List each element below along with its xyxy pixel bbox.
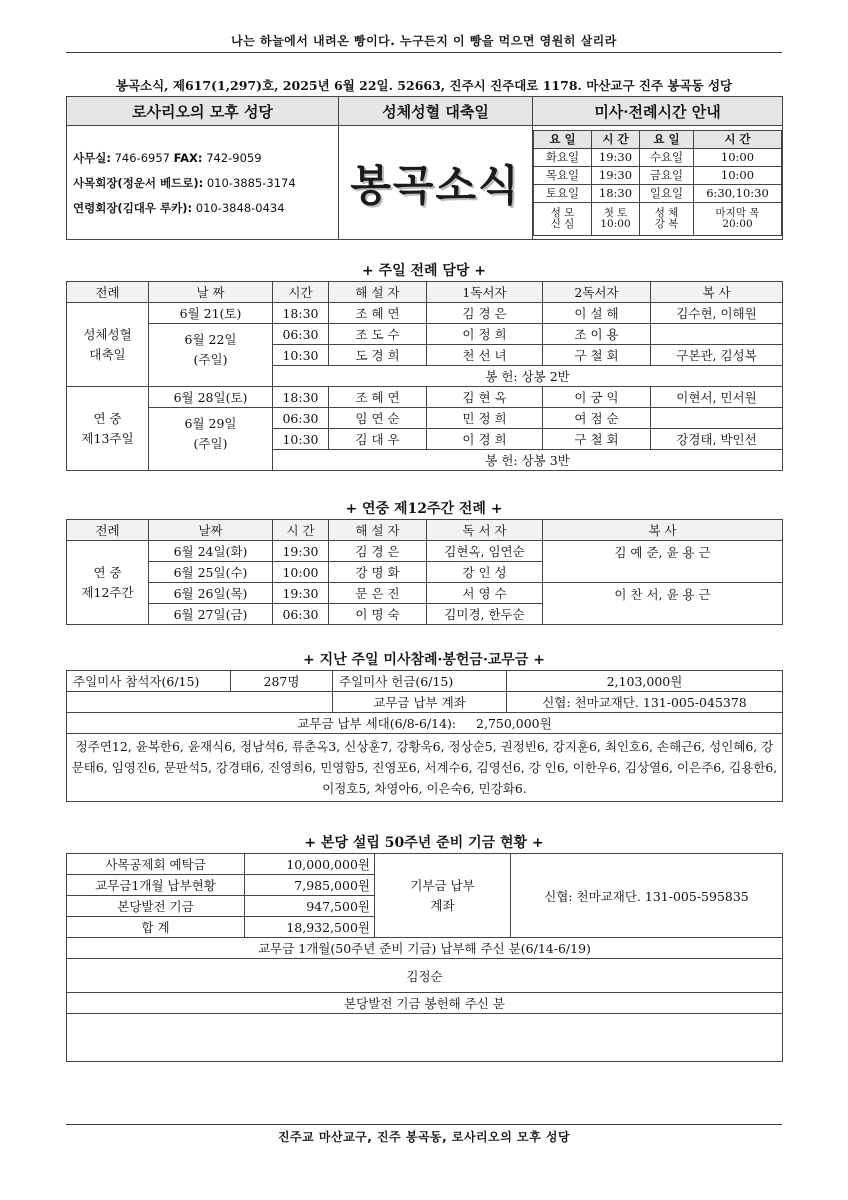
mass-times-cell — [533, 126, 783, 240]
issue-line: 봉곡소식, 제617(1,297)호, 2025년 6월 22일. 52663, 진주시 진주대로 1178. 마산교구 진주 봉곡동 성당 — [115, 78, 733, 93]
office-contacts — [67, 126, 339, 240]
table-row: 연 중 제12주간 6월 24일(화) 19:30 김 경 은 김현옥, 임연순 김 예 준, 윤 용 근 — [67, 541, 783, 562]
top-divider — [66, 52, 782, 53]
mass-schedule-title: 미사·전례시간 안내 — [533, 97, 783, 126]
header-table — [66, 96, 783, 240]
mass-col-day: 요 일 — [534, 130, 592, 148]
fund-row: 교무금1개월 납부현황 7,985,000원 — [67, 875, 783, 896]
mass-row: 토요일 18:30 일요일 6:30,10:30 — [534, 184, 782, 202]
bottom-divider — [66, 1124, 782, 1125]
table-header-row: 전례 날짜 시 간 해 설 자 독 서 자 복 사 — [67, 520, 783, 541]
masthead-title: 봉곡소식 — [350, 160, 521, 210]
sunday-liturgy-title: + 주일 전례 담당 + — [361, 263, 487, 279]
table-row: 6월 29일 (주일) 06:30 임 연 순 민 정 희 여 점 순 — [67, 408, 783, 429]
mass-row-special: 성 모 신 심 첫 토 10:00 성 체 강 복 마지막 목 20:00 — [534, 202, 782, 235]
donor-names-row — [67, 734, 783, 802]
liturgy-name: 성체성혈 대축일 — [67, 303, 149, 387]
fund-table — [66, 853, 783, 1062]
footer: 진주교 마산교구, 진주 봉곡동, 로사리오의 모후 성당 — [277, 1130, 571, 1144]
mass-col-time-2: 시 간 — [694, 130, 782, 148]
weekday-liturgy-title: + 연중 제12주간 전례 + — [345, 501, 503, 517]
offering-row: 봉 헌: 상봉 3반 — [67, 450, 783, 471]
liturgy-name: 연 중 제12주간 — [67, 541, 149, 625]
table-row: 10:30 도 경 희 천 선 녀 구 철 회 구본관, 김성복 — [67, 345, 783, 366]
dev-names-row — [67, 1014, 783, 1062]
table-row: 6월 22일 (주일) 06:30 조 도 수 이 정 희 조 이 용 — [67, 324, 783, 345]
office-phone-line: 사무실: 746-6957 FAX: 742-9059 — [73, 150, 262, 165]
liturgy-name: 연 중 제13주일 — [67, 387, 149, 471]
mass-row: 화요일 19:30 수요일 10:00 — [534, 148, 782, 166]
fund-row: 사목공제회 예탁금 10,000,000원 기부금 납부 계좌 신협: 천마교재단. 131-005-595835 — [67, 854, 783, 875]
fund-row: 본당발전 기금 947,500원 — [67, 896, 783, 917]
attendance-row: 주일미사 참석자(6/15) 287명 주일미사 헌금(6/15) 2,103,000원 — [67, 671, 783, 692]
fund-title: + 본당 설립 50주년 준비 기금 현황 + — [304, 835, 544, 851]
sunday-liturgy-table — [66, 281, 783, 471]
households-row: 교무금 납부 세대(6/8-6/14): 2,750,000원 — [67, 713, 783, 734]
mass-times-table — [533, 130, 782, 236]
table-row: 연 중 제13주일 6월 28일(토) 18:30 조 혜 연 김 현 옥 이 궁 익 이현서, 민서원 — [67, 387, 783, 408]
offering-row: 봉 헌: 상봉 2반 — [67, 366, 783, 387]
mass-col-day-2: 요 일 — [640, 130, 694, 148]
funeral-council-line: 연령회장(김대우 루카): 010-3848-0434 — [73, 200, 285, 215]
offering-table — [66, 670, 783, 802]
parish-name: 로사리오의 모후 성당 — [67, 97, 339, 126]
mass-row: 목요일 19:30 금요일 10:00 — [534, 166, 782, 184]
fund-total-row: 합 계 18,932,500원 — [67, 917, 783, 938]
table-row: 10:30 김 대 우 이 경 희 구 철 회 강경태, 박인선 — [67, 429, 783, 450]
table-header-row: 전례 날 짜 시간 해 설 자 1독서자 2독서자 복 사 — [67, 282, 783, 303]
donor-names: 정주연12, 윤복한6, 윤재식6, 정남석6, 류춘옥3, 신상훈7, 강황욱6, 정상순5, 권정빈6, 강지훈6, 최인호6, 손해근6, 성인혜6, 강문태6, 임영진6, 문판석5, 강경태6, 진영희6, 민영함5, 진영포6, 서계수6, 김영선6, 강 인6, 이한우6, 김상열6, 이은주6, 김용한6, 이정호5, 차영아6, 이은숙6, 민강화6. — [67, 734, 783, 802]
table-row: 6월 25일(수) 10:00 강 명 화 강 인 성 — [67, 562, 783, 583]
top-verse: 나는 하늘에서 내려온 빵이다. 누구든지 이 빵을 먹으면 영원히 살리라 — [231, 34, 617, 48]
table-row: 6월 27일(금) 06:30 이 명 숙 김미경, 한두순 — [67, 604, 783, 625]
table-row: 성체성혈 대축일 6월 21(토) 18:30 조 혜 연 김 경 은 이 설 해 김수현, 이해원 — [67, 303, 783, 324]
mass-col-time: 시 간 — [592, 130, 640, 148]
feast-name: 성체성혈 대축일 — [339, 97, 533, 126]
weekday-liturgy-table — [66, 519, 783, 625]
dev-note-row: 본당발전 기금 봉헌해 주신 분 — [67, 993, 783, 1014]
monthly-note-row: 교무금 1개월(50주년 준비 기금) 납부해 주신 분(6/14-6/19) — [67, 938, 783, 959]
masthead-cell — [339, 126, 533, 240]
table-row: 6월 26일(목) 19:30 문 은 진 서 영 수 이 찬 서, 윤 용 근 — [67, 583, 783, 604]
pastoral-council-line: 사목회장(정운서 베드로): 010-3885-3174 — [73, 175, 296, 190]
monthly-names-row: 김정순 — [67, 959, 783, 993]
account-row: 교무금 납부 계좌 신협: 천마교재단. 131-005-045378 — [67, 692, 783, 713]
offering-title: + 지난 주일 미사참례·봉헌금·교무금 + — [302, 652, 546, 668]
